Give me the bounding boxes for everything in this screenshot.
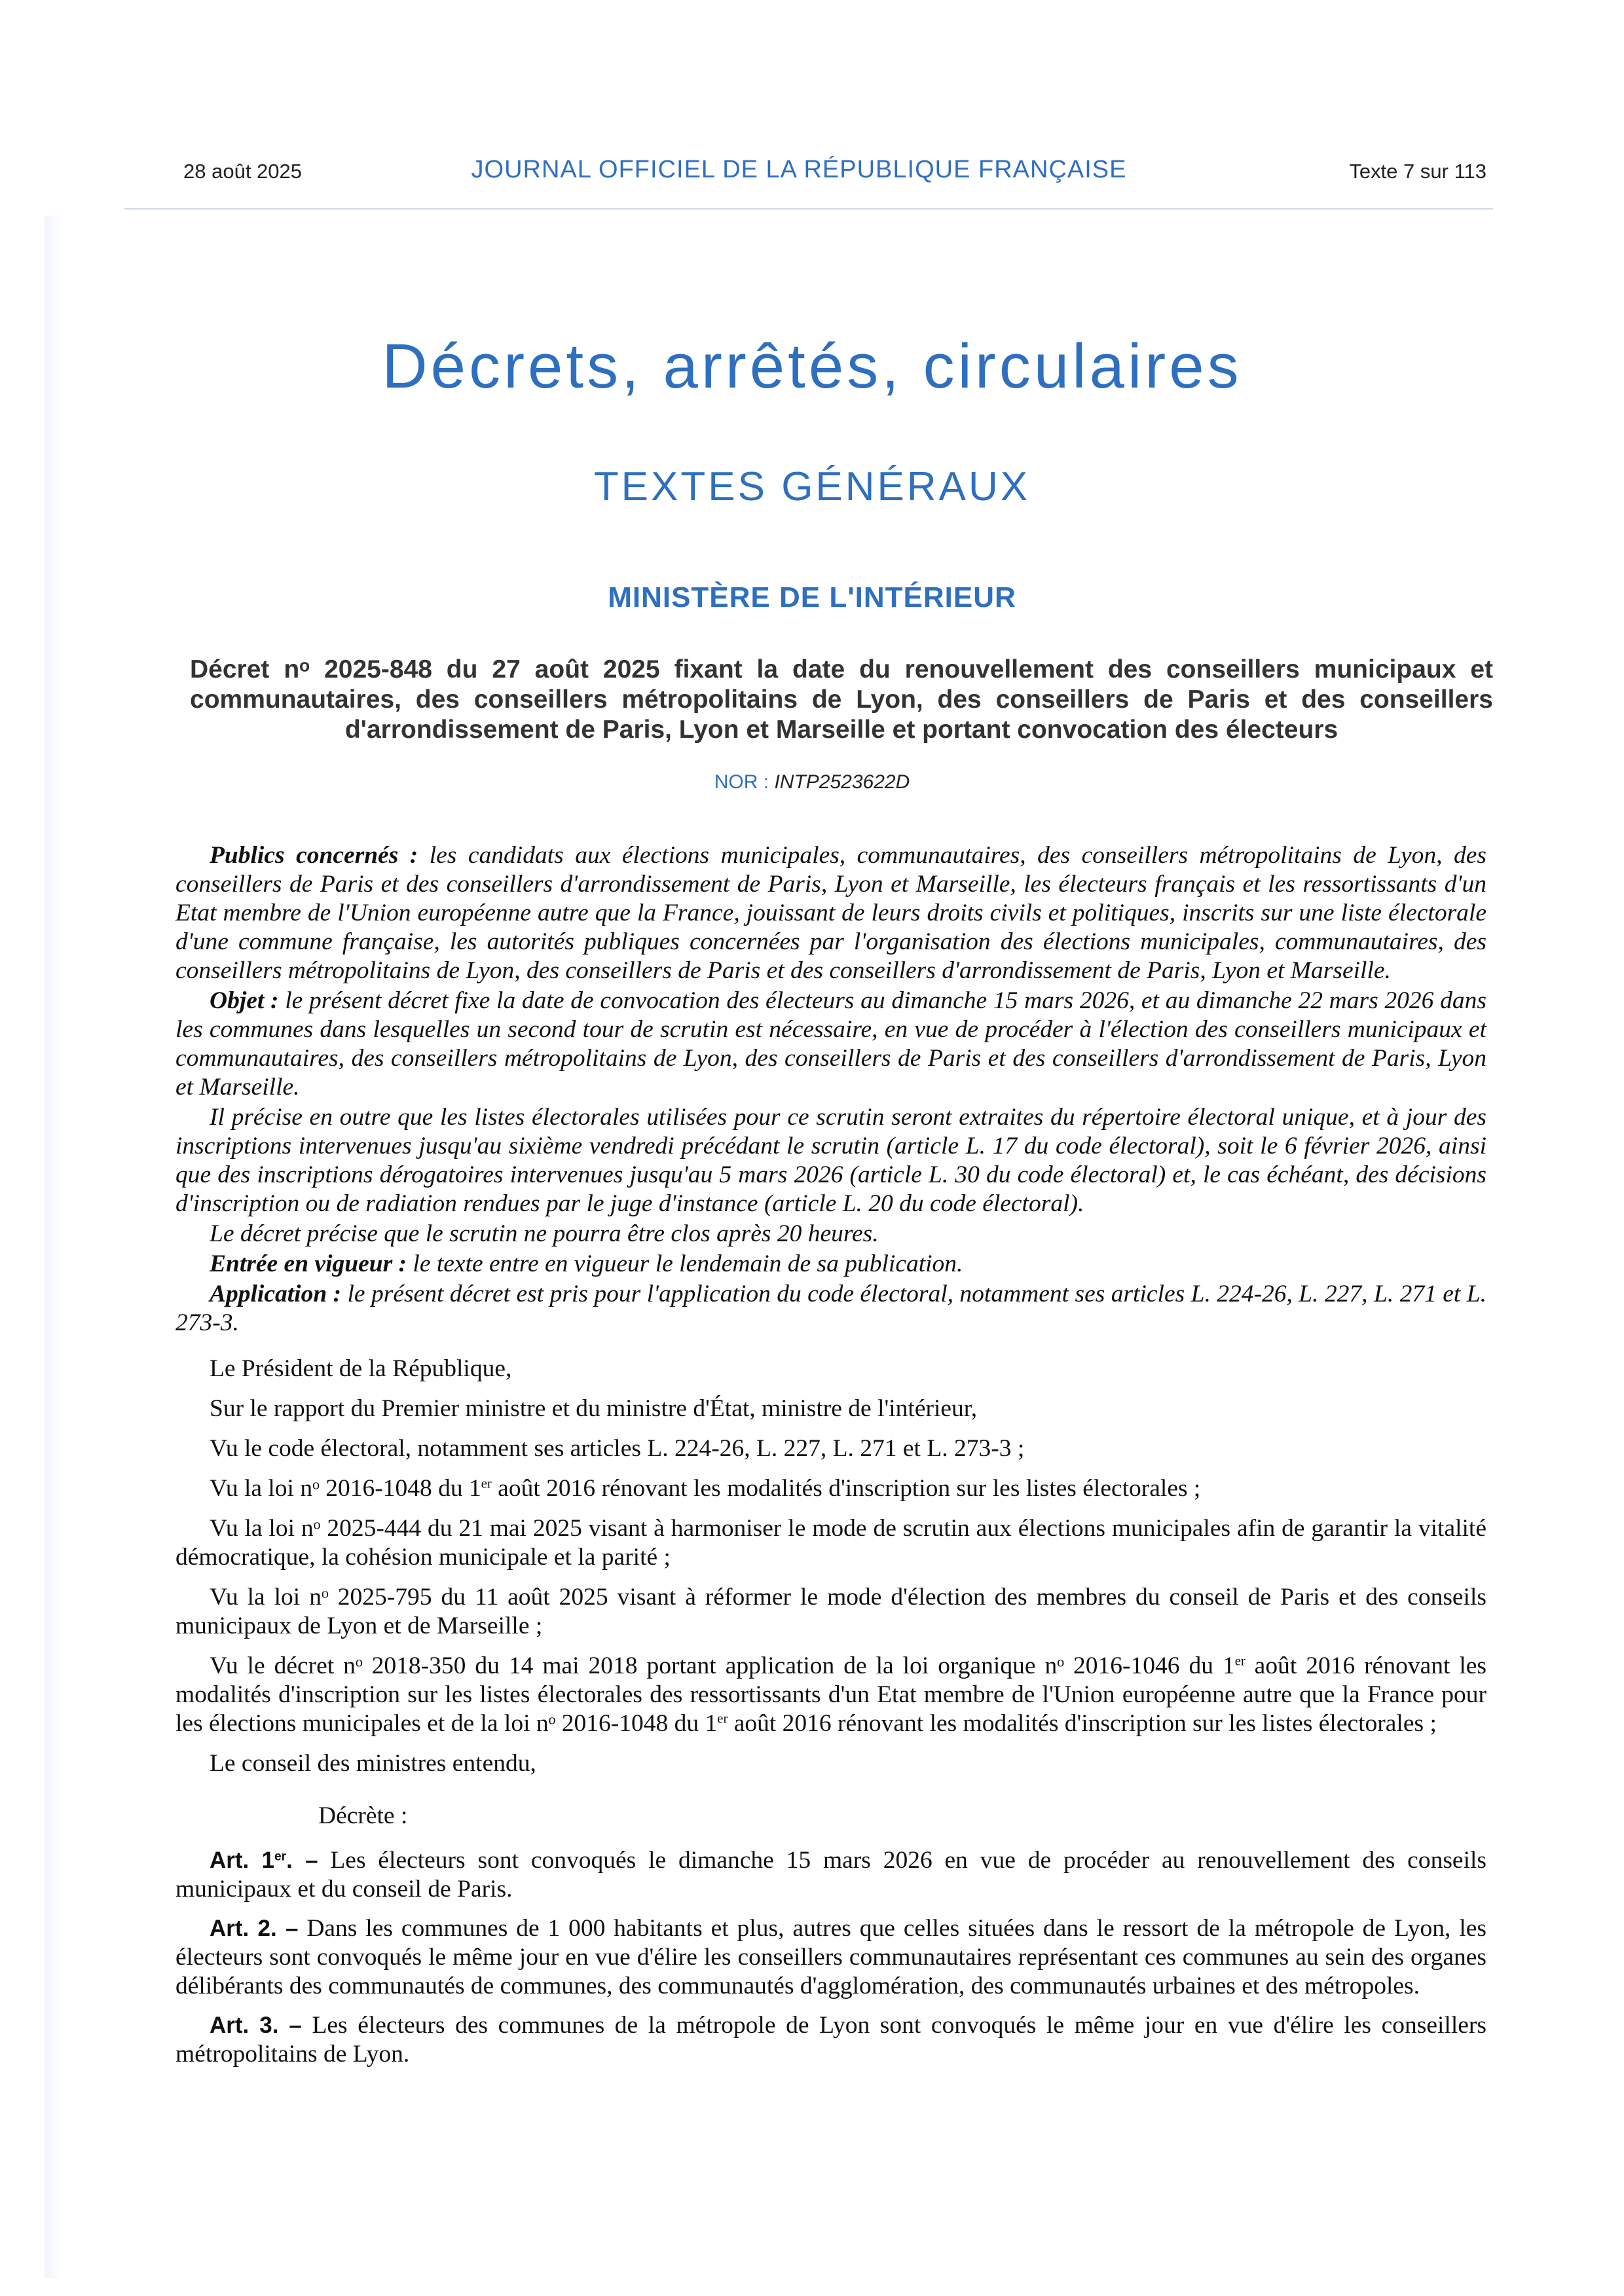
summary-publics [175,841,1486,985]
summary-application-text: le présent décret est pris pour l'application du code électoral, notamment ses articles L. 224-26, L. 227, L. 271 et L. 273-3. [175,1281,1486,1336]
scan-edge-tint [45,216,62,2278]
article-1-label-sup: er [274,1850,287,1864]
summary-entree [175,1250,1486,1279]
article-1-label-a: Art. 1 [210,1848,274,1873]
preamble-conseil: Le conseil des ministres entendu, [210,1750,536,1777]
article-2-label: Art. 2. – [210,1916,299,1941]
section-title: Décrets, arrêtés, circulaires [382,331,1242,401]
article-1-label-b: . – [286,1848,318,1873]
decree-body [175,841,1486,2079]
summary-precise: Il précise en outre que les listes électorales utilisées pour ce scrutin seront extraites du répertoire électoral unique, et à jour des inscriptions intervenues jusqu'au sixième vendredi précédant le scrutin (article L. 17 du code électoral), soit le 6 février 2026, ainsi que des inscriptions dérogatoires intervenues jusqu'au 5 mars 2026 (article L. 30 du code électoral) et, le cas échéant, des décisions d'inscription ou de radiation rendues par le juge d'instance (article L. 20 du code électoral). [175,1104,1486,1217]
header-text-number: Texte 7 sur 113 [1349,160,1486,183]
summary-objet-text: le présent décret fixe la date de convocation des électeurs au dimanche 15 mars 2026, et au dimanche 22 mars 2026 dans les communes dans lesquelles un second tour de scrutin est nécessaire, en vue de procéder à l'élection des conseillers municipaux et communautaires, des conseillers métropolitains de Lyon, des conseillers de Paris et des conseillers d'arrondissement de Paris, Lyon et Marseille. [175,987,1486,1101]
summary-application-label: Application : [210,1281,342,1307]
preamble-president: Le Président de la République, [210,1355,512,1382]
preamble-vu-loi-2025-795: Vu la loi nᵒ 2025-795 du 11 août 2025 visant à réformer le mode d'élection des membres du conseil de Paris et des conseils municipaux de Lyon et de Marseille ; [175,1584,1486,1639]
vu-decret-sup-1: er [1234,1654,1246,1669]
page-header [183,156,1486,195]
article-3-label: Art. 3. – [210,2013,302,2038]
summary-application [175,1280,1486,1338]
vu-loi-2016-sup: er [481,1476,492,1491]
preamble-vu-loi-2016 [175,1474,1486,1503]
nor-value: INTP2523622D [774,771,910,793]
decree-summary [175,841,1486,1338]
vu-decret-part-b: août 2016 rénovant les modalités d'inscription sur les listes électorales des ressortissants d'un Etat membre de l'Union européenne autre que la France pour les élections municipales et de la loi nᵒ 2016-1048 du 1 [175,1652,1487,1737]
article-2 [175,1914,1486,2001]
article-3-text: Les électeurs des communes de la métropole de Lyon sont convoqués le même jour en vue d'élire les conseillers métropolitains de Lyon. [175,2012,1486,2068]
vu-decret-part-a: Vu le décret nᵒ 2018-350 du 14 mai 2018 portant application de la loi organique nᵒ 2016-1046 du 1 [210,1652,1235,1679]
preamble-vu-decret-2018 [175,1652,1486,1738]
nor-reference [0,771,1624,793]
summary-entree-text: le texte entre en vigueur le lendemain de sa publication. [407,1250,963,1277]
header-rule [124,208,1493,210]
article-3 [175,2011,1486,2069]
article-1 [175,1846,1486,1904]
summary-entree-label: Entrée en vigueur : [210,1250,407,1277]
vu-decret-sup-2: er [717,1711,728,1726]
ministry-name: MINISTÈRE DE L'INTÉRIEUR [608,581,1016,613]
article-1-text: Les électeurs sont convoqués le dimanche 15 mars 2026 en vue de procéder au renouvellement des conseils municipaux et du conseil de Paris. [175,1847,1486,1903]
summary-clos: Le décret précise que le scrutin ne pourra être clos après 20 heures. [210,1220,879,1247]
preamble-vu-loi-2025-444: Vu la loi nᵒ 2025-444 du 21 mai 2025 visant à harmoniser le mode de scrutin aux élections municipales afin de garantir la vitalité démocratique, la cohésion municipale et la parité ; [175,1515,1486,1571]
preamble-rapport: Sur le rapport du Premier ministre et du ministre d'État, ministre de l'intérieur, [210,1395,978,1422]
header-date: 28 août 2025 [183,160,303,183]
article-1-label [210,1848,318,1873]
summary-objet [175,987,1486,1102]
header-journal-title: JOURNAL OFFICIEL DE LA RÉPUBLIQUE FRANÇAISE [471,156,1127,183]
vu-loi-2016-part-b: août 2016 rénovant les modalités d'inscription sur les listes électorales ; [491,1475,1201,1502]
decree-title: Décret nᵒ 2025-848 du 27 août 2025 fixant la date du renouvellement des conseillers municipaux et communautaires, des conseillers métropolitains de Lyon, des conseillers de Paris et des conseillers d'arrondissement de Paris, Lyon et Marseille et portant convocation des électeurs [190,655,1493,744]
vu-decret-part-c: août 2016 rénovant les modalités d'inscription sur les listes électorales ; [728,1710,1437,1737]
summary-publics-label: Publics concernés : [210,842,418,869]
preamble-vu-code: Vu le code électoral, notamment ses articles L. 224-26, L. 227, L. 271 et L. 273-3 ; [210,1435,1025,1462]
summary-publics-text: les candidats aux élections municipales, communautaires, des conseillers métropolitains de Lyon, des conseillers de Paris et des conseillers d'arrondissement de Paris, Lyon et Marseille, les électeurs français et les ressortissants d'un Etat membre de l'Union européenne autre que la France, jouissant de leurs droits civils et politiques, inscrits sur une liste électorale d'une commune française, les autorités publiques concernées par l'organisation des élections municipales, communautaires, des conseillers métropolitains de Lyon, des conseillers de Paris et des conseillers d'arrondissement de Paris, Lyon et Marseille. [175,842,1486,984]
vu-loi-2016-part-a: Vu la loi nᵒ 2016-1048 du 1 [210,1475,481,1502]
summary-objet-label: Objet : [210,987,279,1014]
preamble-decrete: Décrète : [318,1802,408,1829]
nor-label: NOR : [714,771,775,793]
article-2-text: Dans les communes de 1 000 habitants et plus, autres que celles situées dans le ressort de la métropole de Lyon, les électeurs sont convoqués le même jour en vue d'élire les conseillers communautaires représentant ces communes au sein des organes délibérants des communautés de communes, des communautés d'agglomération, des communautés urbaines et des métropoles. [175,1915,1486,1999]
section-subtitle: TEXTES GÉNÉRAUX [593,464,1031,509]
